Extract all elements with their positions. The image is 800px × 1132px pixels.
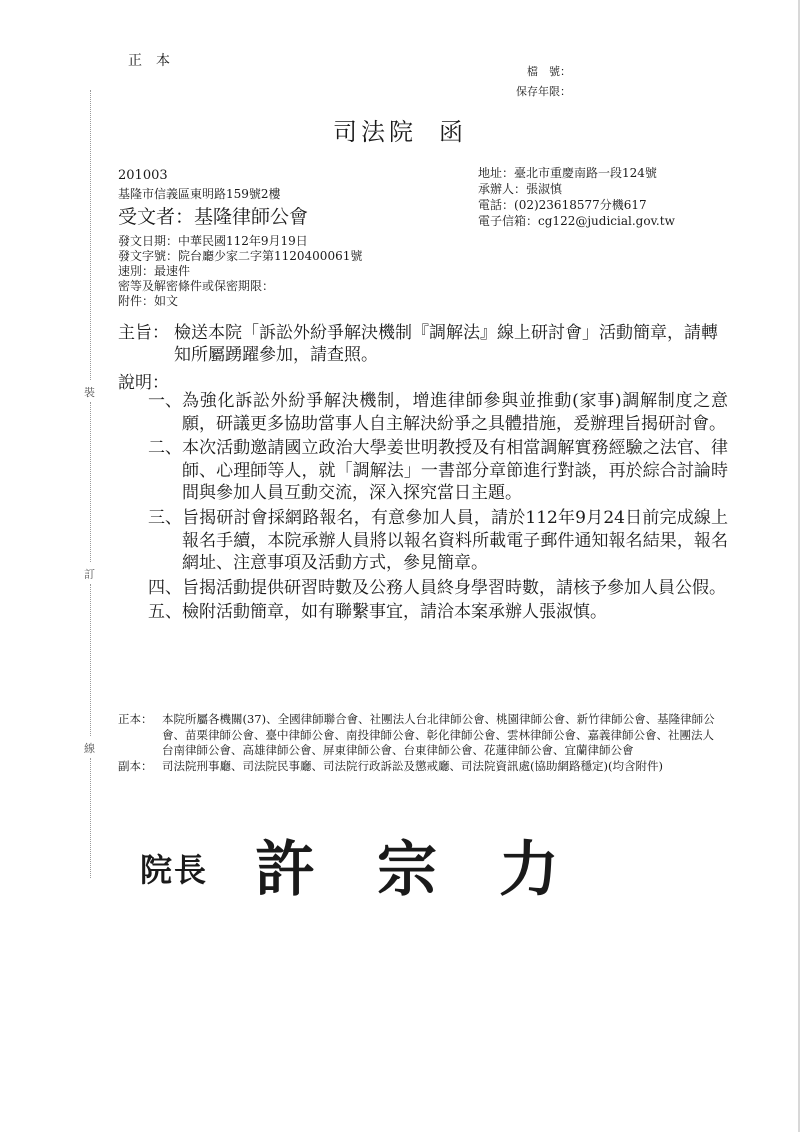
file-number-block — [484, 62, 571, 102]
classification: 密等及解密條件或保密期限： — [118, 279, 275, 293]
contact-handler-label: 承辦人 — [478, 182, 515, 196]
contact-phone-value: (02)23618577分機617 — [514, 198, 647, 212]
issue-date: 發文日期：中華民國112年9月19日 — [118, 234, 308, 248]
cc-recipients-list: 司法院刑事廳、司法院民事廳、司法院行政訴訟及懲戒廳、司法院資訊處(協助網路穩定)(均含附件) — [162, 758, 663, 773]
signatory-name: 許宗力 — [255, 835, 621, 905]
item-text: 旨揭研討會採網路報名，有意參加人員，請於112年9月24日前完成線上報名手續，本院承辦人員將以報名資料所載電子郵件通知報名結果，報名網址、注意事項及活動方式，參見簡章。 — [182, 507, 728, 574]
explanation-items — [118, 390, 728, 624]
copy-type-mark: 正本 — [128, 53, 184, 69]
urgency: 速別：最速件 — [118, 264, 191, 278]
contact-email: 電子信箱 ： cg122@judicial.gov.tw — [478, 214, 675, 228]
document-type: 函 — [439, 118, 467, 146]
binding-line — [90, 584, 91, 736]
item-number: 五、 — [148, 602, 182, 623]
attachments: 附件：如文 — [118, 294, 179, 308]
contact-block — [478, 165, 675, 229]
contact-phone: 電話 ： (02)23618577分機617 — [478, 198, 647, 212]
issuing-org: 司法院 — [333, 118, 417, 146]
recipient: 受文者：基隆律師公會 — [118, 206, 309, 228]
binding-line — [90, 758, 91, 878]
contact-email-label: 電子信箱 — [478, 214, 527, 228]
item-text: 檢附活動簡章，如有聯繫事宜，請洽本案承辦人張淑慎。 — [182, 602, 607, 623]
main-recipients-list: 本院所屬各機關(37)、全國律師聯合會、社團法人台北律師公會、桃園律師公會、新竹律師公會、基隆律師公會、苗栗律師公會、臺中律師公會、南投律師公會、彰化律師公會、雲林律師公會、嘉義律師公會、社團法人台南律師公會、高雄律師公會、屏東律師公會、台東律師公會、花蓮律師公會、宜蘭律師公會 — [162, 712, 715, 757]
explanation-item — [118, 390, 728, 435]
explanation-item — [118, 507, 728, 575]
main-recipients-label: 正本： — [118, 712, 153, 726]
file-number-row: 檔 號 ： — [484, 62, 571, 82]
binding-line — [90, 90, 91, 380]
file-number-label: 檔 號 — [527, 65, 560, 78]
contact-email-value: cg122@judicial.gov.tw — [538, 214, 675, 228]
item-text: 本次活動邀請國立政治大學姜世明教授及有相當調解實務經驗之法官、律師、心理師等人，就「調解法」一書部分章節進行對談，再於綜合討論時間與參加人員互動交流，深入探究當日主題。 — [182, 438, 728, 504]
item-number: 三、 — [148, 507, 182, 528]
item-number: 一、 — [148, 391, 182, 411]
contact-handler: 承辦人 ： 張淑慎 — [478, 182, 563, 196]
postal-code: 201003 — [118, 168, 168, 183]
contact-address-label: 地址 — [478, 166, 503, 180]
retention-period-row: 保存年限 ： — [484, 82, 571, 102]
contact-address: 地址 ： 臺北市重慶南路一段124號 — [478, 166, 657, 180]
distribution-block — [118, 712, 718, 774]
item-number: 二、 — [148, 438, 182, 459]
explanation-label: 說明： — [118, 373, 169, 393]
contact-handler-value: 張淑慎 — [526, 182, 563, 196]
cc-recipients-label: 副本： — [118, 758, 153, 773]
main-recipients — [118, 712, 718, 759]
binding-mark-bottom: 線 — [84, 742, 95, 755]
binding-mark-top: 裝 — [84, 386, 95, 399]
signatory-title: 院長 — [140, 851, 209, 889]
document-title — [0, 112, 800, 147]
document-number: 發文字號：院台廳少家二字第1120400061號 — [118, 249, 363, 263]
explanation-item — [118, 577, 728, 600]
contact-phone-label: 電話 — [478, 198, 503, 212]
item-text: 為強化訴訟外紛爭解決機制，增進律師參與並推動(家事)調解制度之意願，研議更多協助當事人自主解決紛爭之具體措施，爰辦理旨揭研討會。 — [182, 391, 728, 434]
cc-recipients — [118, 759, 718, 775]
recipient-address: 基隆市信義區東明路159號2樓 — [118, 187, 281, 201]
binding-mark-middle: 訂 — [84, 568, 95, 581]
explanation-item — [118, 437, 728, 505]
document-meta — [118, 234, 362, 309]
contact-address-value: 臺北市重慶南路一段124號 — [514, 166, 657, 180]
binding-line — [90, 402, 91, 562]
subject-text: 檢送本院「訴訟外紛爭解決機制『調解法』線上研討會」活動簡章，請轉知所屬踴躍參加，請查照。 — [174, 323, 718, 365]
item-text: 旨揭活動提供研習時數及公務人員終身學習時數，請核予參加人員公假。 — [182, 577, 726, 598]
explanation-item — [118, 601, 728, 624]
subject-section — [118, 322, 718, 366]
subject-label: 主旨： — [118, 323, 169, 343]
retention-period-label: 保存年限 — [516, 85, 560, 98]
item-number: 四、 — [148, 577, 182, 598]
